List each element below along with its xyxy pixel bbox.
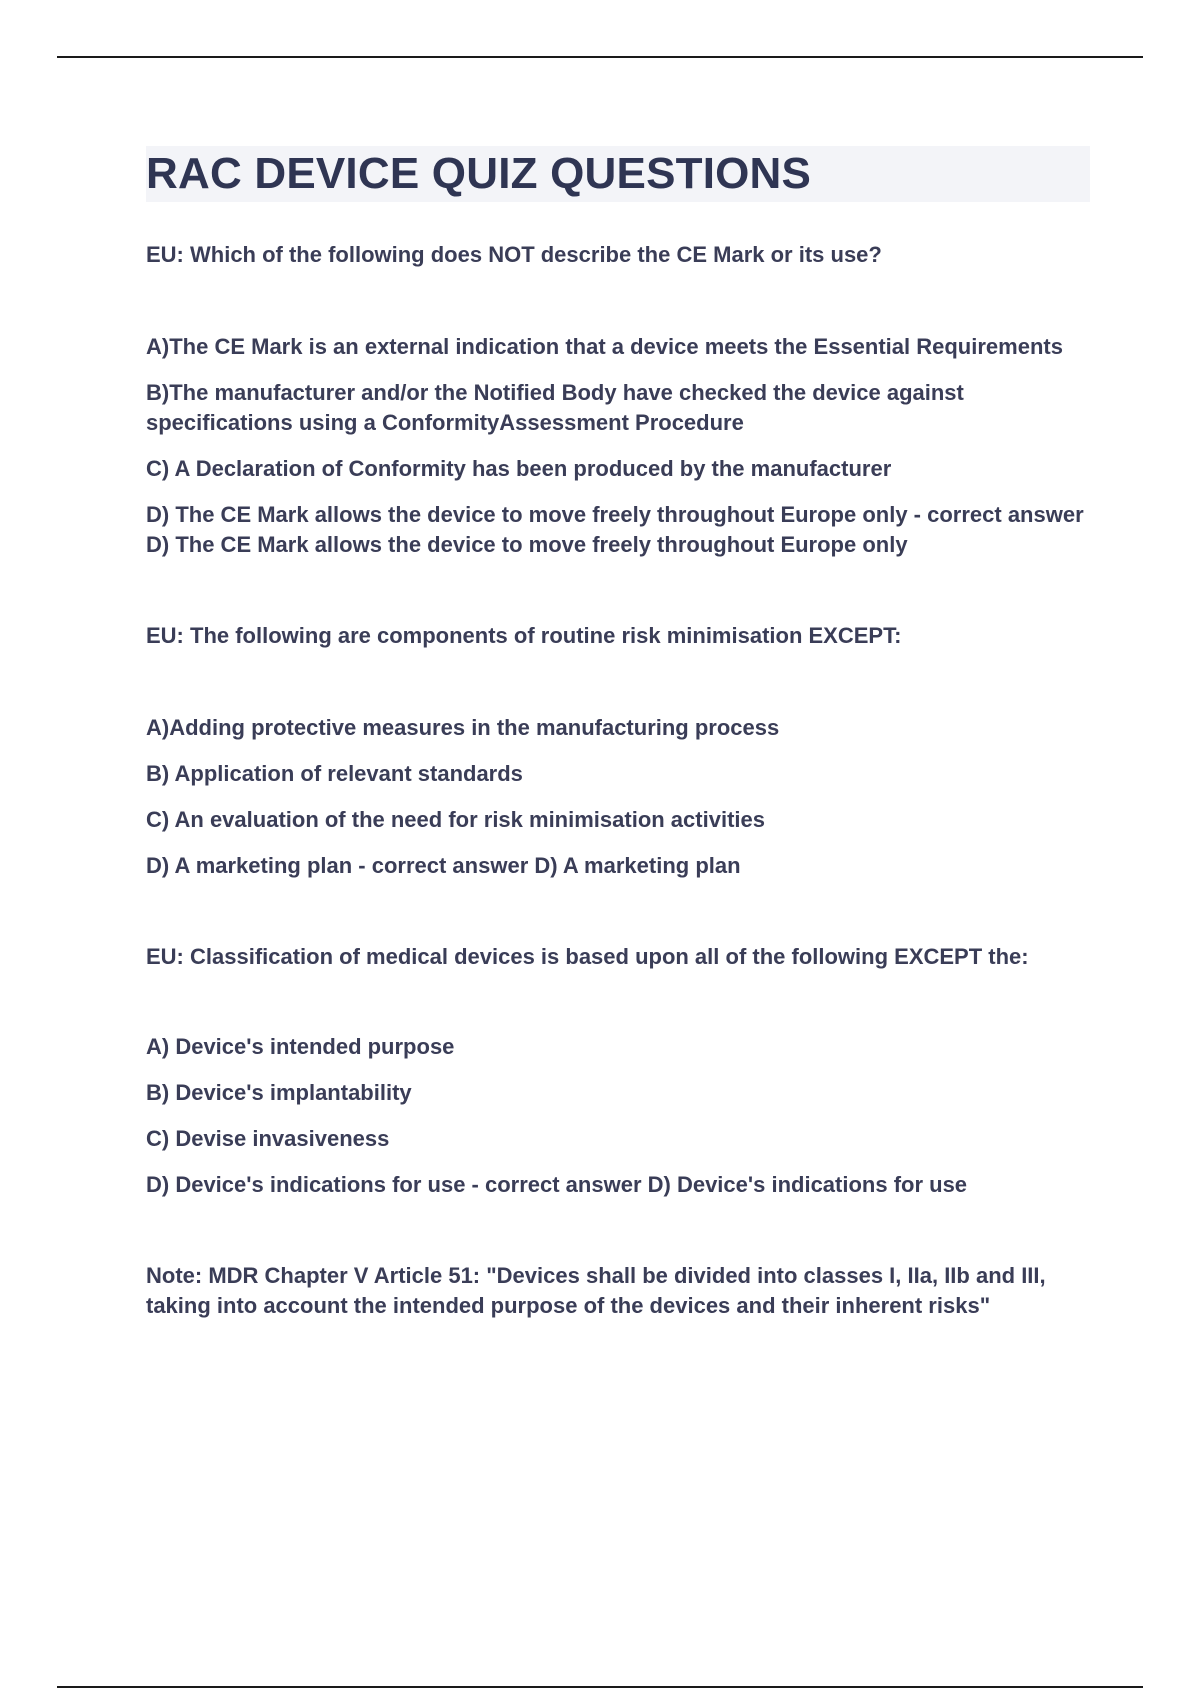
option-a: A) Device's intended purpose bbox=[146, 1034, 455, 1059]
option-b: B) Application of relevant standards bbox=[146, 761, 523, 786]
options-list bbox=[146, 713, 1090, 881]
option-b: B) Device's implantability bbox=[146, 1080, 412, 1105]
bottom-rule bbox=[57, 1686, 1143, 1688]
document-content bbox=[146, 146, 1090, 1321]
options-list bbox=[146, 332, 1090, 560]
option-c: C) A Declaration of Conformity has been produced by the manufacturer bbox=[146, 456, 892, 481]
option-c: C) An evaluation of the need for risk minimisation activities bbox=[146, 807, 765, 832]
title-bar bbox=[146, 146, 1090, 202]
question-block-1 bbox=[146, 240, 1090, 560]
option-c: C) Devise invasiveness bbox=[146, 1126, 390, 1151]
option-a: A)Adding protective measures in the manufacturing process bbox=[146, 715, 780, 740]
question-prompt: EU: Classification of medical devices is based upon all of the following EXCEPT the: bbox=[146, 944, 1029, 969]
question-block-2 bbox=[146, 621, 1090, 881]
question-prompt: EU: The following are components of routine risk minimisation EXCEPT: bbox=[146, 623, 902, 648]
option-d-answer: D) The CE Mark allows the device to move freely throughout Europe only - correct answer D) The CE Mark allows the device to move freely throughout Europe only bbox=[146, 502, 1084, 557]
option-d-answer: D) Device's indications for use - correct answer D) Device's indications for use bbox=[146, 1172, 968, 1197]
options-list bbox=[146, 1032, 1090, 1200]
note-text: Note: MDR Chapter V Article 51: "Devices shall be divided into classes I, IIa, IIb and III, taking into account the intended purpose of the devices and their inherent risks" bbox=[146, 1263, 1046, 1318]
option-d-answer: D) A marketing plan - correct answer D) A marketing plan bbox=[146, 853, 741, 878]
option-a: A)The CE Mark is an external indication that a device meets the Essential Requirements bbox=[146, 334, 1063, 359]
question-block-3 bbox=[146, 942, 1090, 1200]
top-rule bbox=[57, 56, 1143, 58]
question-prompt: EU: Which of the following does NOT describe the CE Mark or its use? bbox=[146, 242, 882, 267]
page-title: RAC DEVICE QUIZ QUESTIONS bbox=[146, 149, 812, 198]
option-b: B)The manufacturer and/or the Notified Body have checked the device against specifications using a ConformityAssessment Procedure bbox=[146, 380, 964, 435]
